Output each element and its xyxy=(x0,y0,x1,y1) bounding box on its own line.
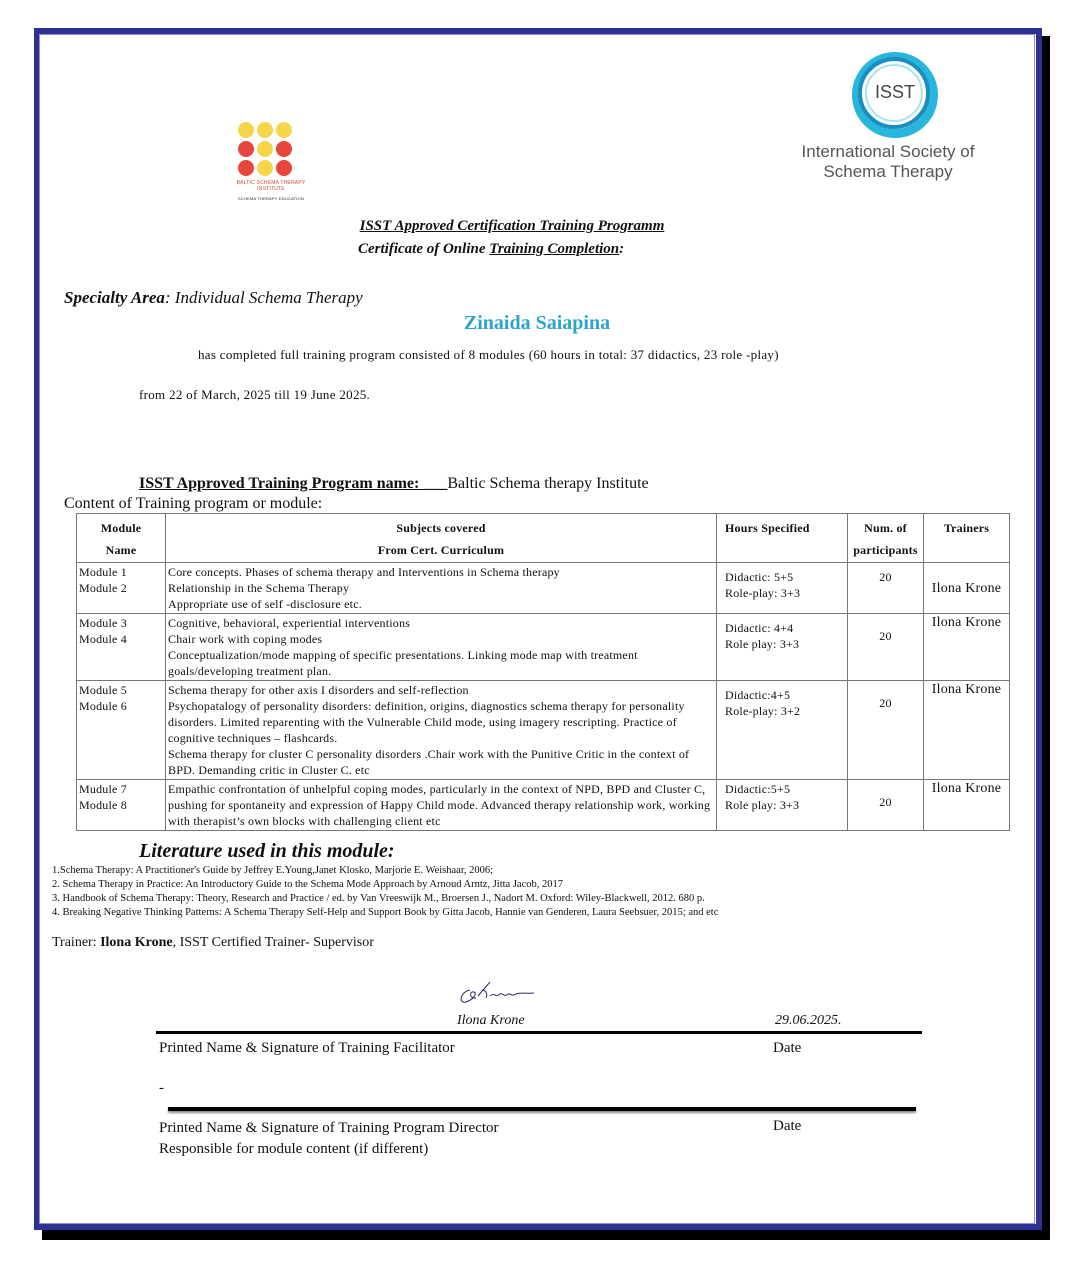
content-label: Content of Training program or module: xyxy=(64,495,323,512)
logo-dot xyxy=(276,122,292,138)
logo-dot xyxy=(257,122,273,138)
hours: Didactic: 4+4 Role play: 3+3 xyxy=(717,614,848,681)
trainer: Ilona Krone xyxy=(924,681,1010,780)
trainer: Ilona Krone xyxy=(924,563,1010,614)
table-row xyxy=(77,681,1010,780)
program-name xyxy=(139,475,649,493)
director-date-label: Date xyxy=(773,1118,802,1134)
specialty-area xyxy=(64,288,363,308)
isst-name-line1: International Society of xyxy=(801,142,975,161)
trainer-suffix: , ISST Certified Trainer- Supervisor xyxy=(172,935,374,950)
recipient-name: Zinaida Saiapina xyxy=(463,312,611,334)
director-value: - xyxy=(159,1080,164,1096)
director-signature-line xyxy=(168,1107,916,1111)
literature-title: Literature used in this module: xyxy=(139,840,395,862)
subtitle-prefix: Certificate of Online xyxy=(358,241,490,257)
program-value: Baltic Schema therapy Institute xyxy=(447,475,649,492)
hours: Didactic: 5+5 Role-play: 3+3 xyxy=(717,563,848,614)
specialty-value: : Individual Schema Therapy xyxy=(164,288,363,307)
logo-dot xyxy=(238,160,254,176)
header-subjects: Subjects covered From Cert. Curriculum xyxy=(166,514,717,563)
literature-item: 1.Schema Therapy: A Practitioner's Guide by Jeffrey E.Young,Janet Klosko, Marjorie E. Weishaar, 2006; xyxy=(52,865,494,876)
isst-ring-icon xyxy=(852,52,938,138)
literature-item: 3. Handbook of Schema Therapy: Theory, Research and Practice / ed. by Van Vreeswijk M., Broersen J., Nadort M. Oxford: Wiley-Blackwell, 2012. 680 p. xyxy=(52,893,705,904)
facilitator-signature-line xyxy=(156,1031,922,1034)
trainer: Ilona Krone xyxy=(924,614,1010,681)
participants: 20 xyxy=(848,681,924,780)
isst-logo xyxy=(788,52,988,182)
isst-name-line2: Schema Therapy xyxy=(823,162,953,181)
completion-text: has completed full training program consisted of 8 modules (60 hours in total: 37 didactics, 23 role -play) xyxy=(198,347,779,362)
logo-dot xyxy=(276,141,292,157)
module-names: Mudule 7 Module 8 xyxy=(77,780,166,831)
specialty-label: Specialty Area xyxy=(64,288,165,307)
participants: 20 xyxy=(848,614,924,681)
hours: Didactic:5+5 Role play: 3+3 xyxy=(717,780,848,831)
header-hours: Hours Specified xyxy=(717,514,848,563)
baltic-logo-name: BALTIC SCHEMA THERAPY INSTITUTE xyxy=(236,180,306,192)
director-label xyxy=(159,1118,499,1160)
subjects: Cognitive, behavioral, experiential interventions Chair work with coping modes Conceptualization/mode mapping of specific presentations. Linking mode map with treatment goals/developing treatment plan. xyxy=(166,614,717,681)
subjects: Empathic confrontation of unhelpful coping modes, particularly in the context of NPD, BPD and Cluster C, pushing for spontaneity and expression of Happy Child mode. Advanced therapy relationship work, working with therapist’s own blocks with challenging client etc xyxy=(166,780,717,831)
signature-icon xyxy=(456,980,540,1015)
subtitle-suffix: : xyxy=(619,241,625,257)
director-label-line1: Printed Name & Signature of Training Program Director xyxy=(159,1120,499,1136)
logo-dot xyxy=(238,122,254,138)
trainer-prefix: Trainer: xyxy=(52,935,101,950)
header-module-name: Module Name xyxy=(77,514,166,563)
header-participants: Num. of participants xyxy=(848,514,924,563)
facilitator-printed-name: Ilona Krone xyxy=(457,1013,525,1028)
trainer-name: Ilona Krone xyxy=(100,935,173,950)
literature-list xyxy=(52,864,718,920)
dots-grid-icon xyxy=(238,122,316,176)
module-names: Module 5 Module 6 xyxy=(77,681,166,780)
module-names: Module 3 Module 4 xyxy=(77,614,166,681)
certificate-title: ISST Approved Certification Training Programm xyxy=(359,218,665,234)
logo-dot xyxy=(257,160,273,176)
facilitator-date-label: Date xyxy=(773,1040,802,1056)
baltic-institute-logo xyxy=(226,122,316,201)
isst-abbr: ISST xyxy=(874,82,915,102)
subjects: Schema therapy for other axis I disorders and self-reflection Psychopatalogy of personality disorders: definition, origins, diagnostics schema therapy for personality disorders. Limited reparenting with the Vulnerable Child mode, using imagery rescripting. Practice of cognitive techniques – flashcards. Schema therapy for cluster C personality disorders .Chair work with the Punitive Critic in the context of BPD. Demanding critic in Cluster C. etc xyxy=(166,681,717,780)
date-range: from 22 of March, 2025 till 19 June 2025. xyxy=(139,387,371,402)
subtitle-underlined: Training Completion xyxy=(489,241,620,257)
trainer: Ilona Krone xyxy=(924,780,1010,831)
baltic-logo-subtitle: SCHEMA THERAPY EDUCATION xyxy=(238,196,304,201)
header-trainers: Trainers xyxy=(924,514,1010,563)
participants: 20 xyxy=(848,780,924,831)
table-header-row xyxy=(77,514,1010,563)
hours: Didactic:4+5 Role-play: 3+2 xyxy=(717,681,848,780)
logo-dot xyxy=(257,141,273,157)
table-row xyxy=(77,780,1010,831)
facilitator-sign-date: 29.06.2025. xyxy=(775,1013,842,1028)
program-label: ISST Approved Training Program name: ___ xyxy=(139,475,448,492)
facilitator-label: Printed Name & Signature of Training Facilitator xyxy=(159,1040,455,1056)
modules-table xyxy=(76,513,1010,831)
module-names: Module 1 Module 2 xyxy=(77,563,166,614)
trainer-line xyxy=(52,935,374,951)
subjects: Core concepts. Phases of schema therapy and Interventions in Schema therapy Relationship in the Schema Therapy Appropriate use of self -disclosure etc. xyxy=(166,563,717,614)
literature-item: 2. Schema Therapy in Practice: An Introductory Guide to the Schema Mode Approach by Arnoud Arntz, Jitta Jacob, 2017 xyxy=(52,879,563,890)
participants: 20 xyxy=(848,563,924,614)
director-label-line2: Responsible for module content (if different) xyxy=(159,1141,429,1157)
logo-dot xyxy=(276,160,292,176)
certificate-subtitle xyxy=(358,241,624,258)
logo-dot xyxy=(238,141,254,157)
table-row xyxy=(77,614,1010,681)
table-row xyxy=(77,563,1010,614)
literature-item: 4. Breaking Negative Thinking Patterns: A Schema Therapy Self-Help and Support Book by Gitta Jacob, Hannie van Genderen, Laura Seebsuer, 2015; and etc xyxy=(52,907,719,918)
